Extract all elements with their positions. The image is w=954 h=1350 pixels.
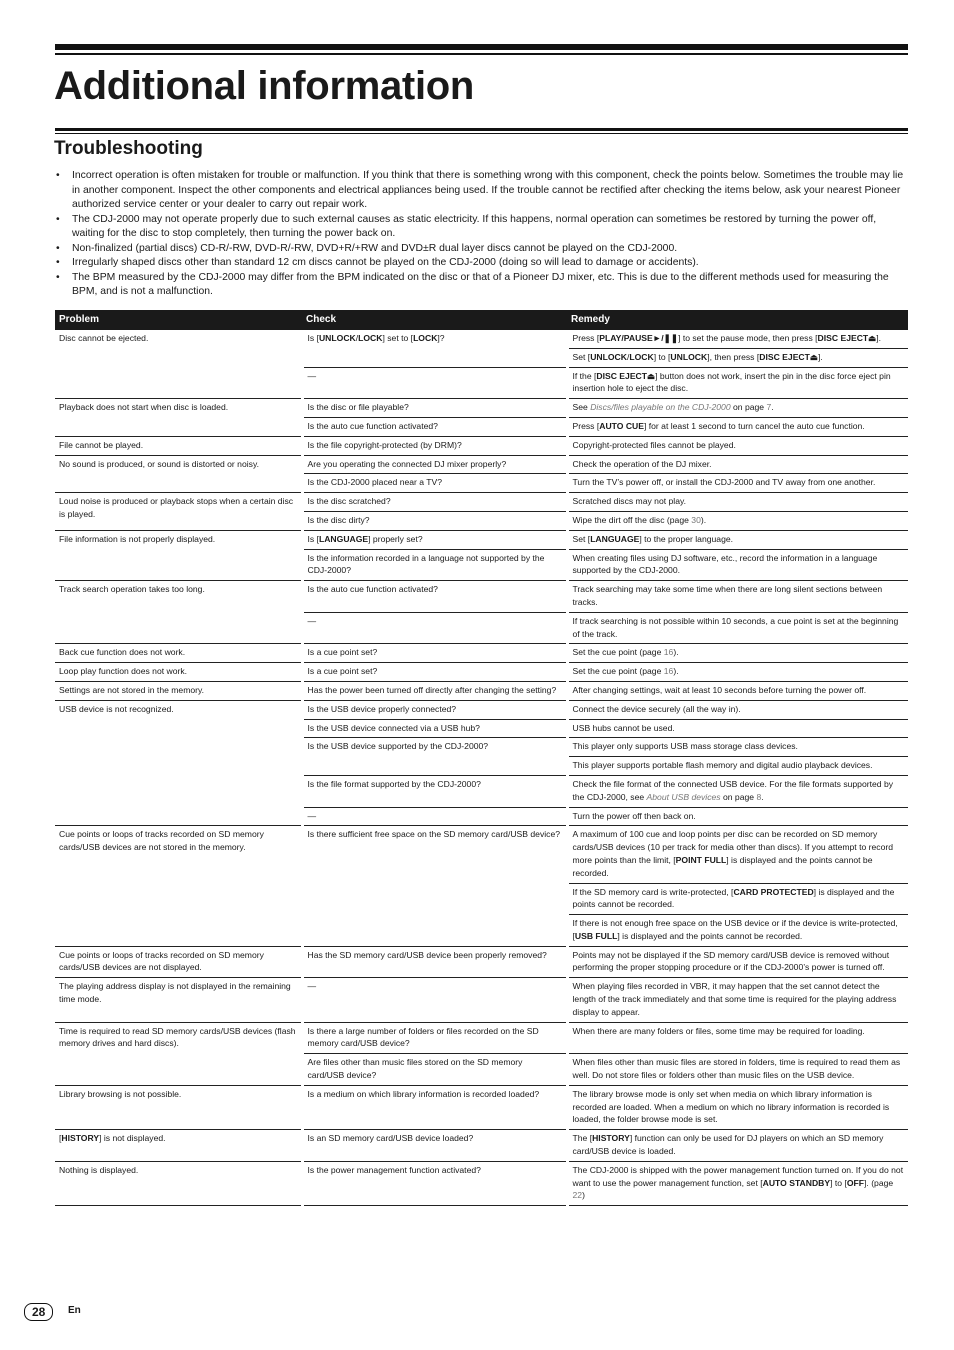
cell-problem: Playback does not start when disc is loaded. <box>55 399 302 437</box>
cell-check: — <box>302 612 567 644</box>
page-title: Additional information <box>54 64 475 108</box>
cell-check: Is the file format supported by the CDJ-2000? <box>302 775 567 807</box>
top-rules <box>55 44 908 55</box>
title-rules <box>55 128 908 134</box>
cell-problem: Track search operation takes too long. <box>55 581 302 644</box>
cell-remedy: Check the operation of the DJ mixer. <box>567 455 908 474</box>
cell-check: Is the disc dirty? <box>302 511 567 530</box>
cell-problem: File cannot be played. <box>55 436 302 455</box>
cell-remedy: Scratched discs may not play. <box>567 493 908 512</box>
troubleshooting-table <box>55 310 908 1206</box>
cell-remedy: Check the file format of the connected USB device. For the file formats supported by the CDJ-2000, see About USB devices on page 8. <box>567 775 908 807</box>
table-row <box>55 644 908 663</box>
cell-check: — <box>302 978 567 1022</box>
cell-remedy: After changing settings, wait at least 10 seconds before turning the power off. <box>567 681 908 700</box>
intro-item: • Irregularly shaped discs other than standard 12 cm discs cannot be played on the CDJ-2000 (doing so will lead to damage or accidents). <box>55 256 908 271</box>
cell-problem: Time is required to read SD memory cards/USB devices (flash memory drives and hard discs). <box>55 1022 302 1085</box>
intro-item: • The CDJ-2000 may not operate properly due to such external causes as static electricity. If this happens, normal operation can sometimes be restored by turning the power off, waiting for the disc to stop completely, then turning the power back on. <box>55 213 908 242</box>
cell-remedy: If the SD memory card is write-protected, [CARD PROTECTED] is displayed and the points cannot be recorded. <box>567 883 908 915</box>
header-problem: Problem <box>55 310 302 330</box>
cell-remedy: Connect the device securely (all the way in). <box>567 700 908 719</box>
cell-remedy: A maximum of 100 cue and loop points per disc can be recorded on SD memory cards/USB devices (10 per track for media other than discs). If you attempt to record more points than the limit, [POINT FULL] is displayed and the points cannot be recorded. <box>567 826 908 883</box>
cell-remedy: The library browse mode is only set when media on which library information is recorded are loaded. When a medium on which no library information is recorded is loaded, the folder browse mode is set. <box>567 1085 908 1129</box>
cell-check: Is the USB device supported by the CDJ-2000? <box>302 738 567 776</box>
cell-remedy: Turn the power off then back on. <box>567 807 908 826</box>
table-row <box>55 946 908 978</box>
cell-remedy: Wipe the dirt off the disc (page 30). <box>567 511 908 530</box>
footer <box>24 1303 81 1321</box>
cell-check: Is the disc scratched? <box>302 493 567 512</box>
cell-remedy: When creating files using DJ software, etc., record the information in a language supported by the CDJ-2000. <box>567 549 908 581</box>
cell-problem: Disc cannot be ejected. <box>55 330 302 399</box>
cell-problem: File information is not properly displayed. <box>55 530 302 580</box>
cell-problem: Back cue function does not work. <box>55 644 302 663</box>
cell-remedy: This player only supports USB mass storage class devices. <box>567 738 908 757</box>
cell-check: Is a cue point set? <box>302 663 567 682</box>
table-row <box>55 493 908 512</box>
table-row <box>55 455 908 474</box>
cell-remedy: If there is not enough free space on the USB device or if the device is write-protected, [USB FULL] is displayed and the points cannot be recorded. <box>567 915 908 947</box>
table-row <box>55 1161 908 1205</box>
section-heading: Troubleshooting <box>54 138 203 159</box>
cell-remedy: The [HISTORY] function can only be used for DJ players on which an SD memory card/USB device is loaded. <box>567 1130 908 1162</box>
cell-check: Is [LANGUAGE] properly set? <box>302 530 567 549</box>
cell-remedy: Turn the TV’s power off, or install the CDJ-2000 and TV away from one another. <box>567 474 908 493</box>
table-row <box>55 663 908 682</box>
cell-check: Is an SD memory card/USB device loaded? <box>302 1130 567 1162</box>
cell-check: Are files other than music files stored on the SD memory card/USB device? <box>302 1054 567 1086</box>
cell-check: Has the SD memory card/USB device been properly removed? <box>302 946 567 978</box>
cell-problem: Loop play function does not work. <box>55 663 302 682</box>
cell-check: Is there a large number of folders or files recorded on the SD memory card/USB device? <box>302 1022 567 1054</box>
table-row <box>55 436 908 455</box>
table-row <box>55 330 908 348</box>
intro-item: • Non-finalized (partial discs) CD-R/-RW, DVD-R/-RW, DVD+R/+RW and DVD±R dual layer discs cannot be played on the CDJ-2000. <box>55 242 908 257</box>
cell-remedy: Press [AUTO CUE] for at least 1 second to turn cancel the auto cue function. <box>567 417 908 436</box>
cell-remedy: Set the cue point (page 16). <box>567 663 908 682</box>
table-row <box>55 826 908 883</box>
cell-remedy: Set the cue point (page 16). <box>567 644 908 663</box>
cell-problem: USB device is not recognized. <box>55 700 302 826</box>
cell-remedy: Copyright-protected files cannot be played. <box>567 436 908 455</box>
cell-check: Is [UNLOCK/LOCK] set to [LOCK]? <box>302 330 567 367</box>
cell-problem: The playing address display is not displayed in the remaining time mode. <box>55 978 302 1022</box>
table-row <box>55 700 908 719</box>
cell-problem: Nothing is displayed. <box>55 1161 302 1205</box>
cell-remedy: When there are many folders or files, some time may be required for loading. <box>567 1022 908 1054</box>
page-number: 28 <box>24 1303 53 1321</box>
cell-remedy: If track searching is not possible within 10 seconds, a cue point is set at the beginning of the track. <box>567 612 908 644</box>
cell-check: Is the USB device connected via a USB hub? <box>302 719 567 738</box>
cell-check: Is the power management function activated? <box>302 1161 567 1205</box>
header-remedy: Remedy <box>567 310 908 330</box>
table-row <box>55 978 908 1022</box>
table-row <box>55 581 908 613</box>
header-check: Check <box>302 310 567 330</box>
table-row <box>55 530 908 549</box>
cell-check: Is the disc or file playable? <box>302 399 567 418</box>
cell-check: Is the USB device properly connected? <box>302 700 567 719</box>
cell-remedy: See Discs/files playable on the CDJ-2000 on page 7. <box>567 399 908 418</box>
cell-remedy: When files other than music files are stored in folders, time is required to read them as well. Do not store files or folders other than music files on the USB device. <box>567 1054 908 1086</box>
table-row <box>55 1022 908 1054</box>
table-body <box>55 330 908 1206</box>
intro-item: • Incorrect operation is often mistaken for trouble or malfunction. If you think that there is something wrong with this component, check the points below. Sometimes the trouble may lie in another component. Inspect the other components and electrical appliances being used. If the trouble cannot be rectified after checking the items below, ask your nearest Pioneer authorized service center or your dealer to carry out repair work. <box>55 169 908 213</box>
cell-check: Is there sufficient free space on the SD memory card/USB device? <box>302 826 567 946</box>
table-row <box>55 1085 908 1129</box>
cell-check: Is the information recorded in a language not supported by the CDJ-2000? <box>302 549 567 581</box>
cell-check: Is a cue point set? <box>302 644 567 663</box>
cell-remedy: This player supports portable flash memory and digital audio playback devices. <box>567 757 908 776</box>
cell-remedy: The CDJ-2000 is shipped with the power management function turned on. If you do not want to use the power management function, set [AUTO STANDBY] to [OFF]. (page 22) <box>567 1161 908 1205</box>
cell-check: Is the auto cue function activated? <box>302 417 567 436</box>
cell-problem: Cue points or loops of tracks recorded on SD memory cards/USB devices are not displayed. <box>55 946 302 978</box>
cell-check: Are you operating the connected DJ mixer properly? <box>302 455 567 474</box>
cell-check: Is the file copyright-protected (by DRM)? <box>302 436 567 455</box>
cell-remedy: Track searching may take some time when there are long silent sections between tracks. <box>567 581 908 613</box>
cell-check: Is the CDJ-2000 placed near a TV? <box>302 474 567 493</box>
intro-list <box>55 169 908 300</box>
cell-problem: Cue points or loops of tracks recorded on SD memory cards/USB devices are not stored in the memory. <box>55 826 302 946</box>
table-row <box>55 681 908 700</box>
cell-remedy: Set [LANGUAGE] to the proper language. <box>567 530 908 549</box>
cell-problem: [HISTORY] is not displayed. <box>55 1130 302 1162</box>
cell-remedy: Set [UNLOCK/LOCK] to [UNLOCK], then press [DISC EJECT⏏]. <box>567 348 908 367</box>
cell-problem: Settings are not stored in the memory. <box>55 681 302 700</box>
cell-remedy: Points may not be displayed if the SD memory card/USB device is removed without performing the proper stopping procedure or if the CDJ-2000’s power is turned off. <box>567 946 908 978</box>
cell-check: — <box>302 367 567 399</box>
language-code: En <box>68 1305 81 1316</box>
cell-problem: No sound is produced, or sound is distorted or noisy. <box>55 455 302 493</box>
table-row <box>55 1130 908 1162</box>
cell-check: Has the power been turned off directly after changing the setting? <box>302 681 567 700</box>
table-row <box>55 399 908 418</box>
intro-item: • The BPM measured by the CDJ-2000 may differ from the BPM indicated on the disc or that of a Pioneer DJ mixer, etc. This is due to the different methods used for measuring the BPM, and is not a malfunction. <box>55 271 908 300</box>
cell-check: Is the auto cue function activated? <box>302 581 567 613</box>
cell-remedy: If the [DISC EJECT⏏] button does not work, insert the pin in the disc force eject pin insertion hole to eject the disc. <box>567 367 908 399</box>
cell-problem: Loud noise is produced or playback stops when a certain disc is played. <box>55 493 302 531</box>
cell-remedy: When playing files recorded in VBR, it may happen that the set cannot detect the length of the track immediately and that some time is required for the playing address display to appear. <box>567 978 908 1022</box>
cell-problem: Library browsing is not possible. <box>55 1085 302 1129</box>
cell-check: Is a medium on which library information is recorded loaded? <box>302 1085 567 1129</box>
cell-check: — <box>302 807 567 826</box>
table-header-row <box>55 310 908 330</box>
cell-remedy: Press [PLAY/PAUSE►/❚❚] to set the pause mode, then press [DISC EJECT⏏]. <box>567 330 908 348</box>
cell-remedy: USB hubs cannot be used. <box>567 719 908 738</box>
